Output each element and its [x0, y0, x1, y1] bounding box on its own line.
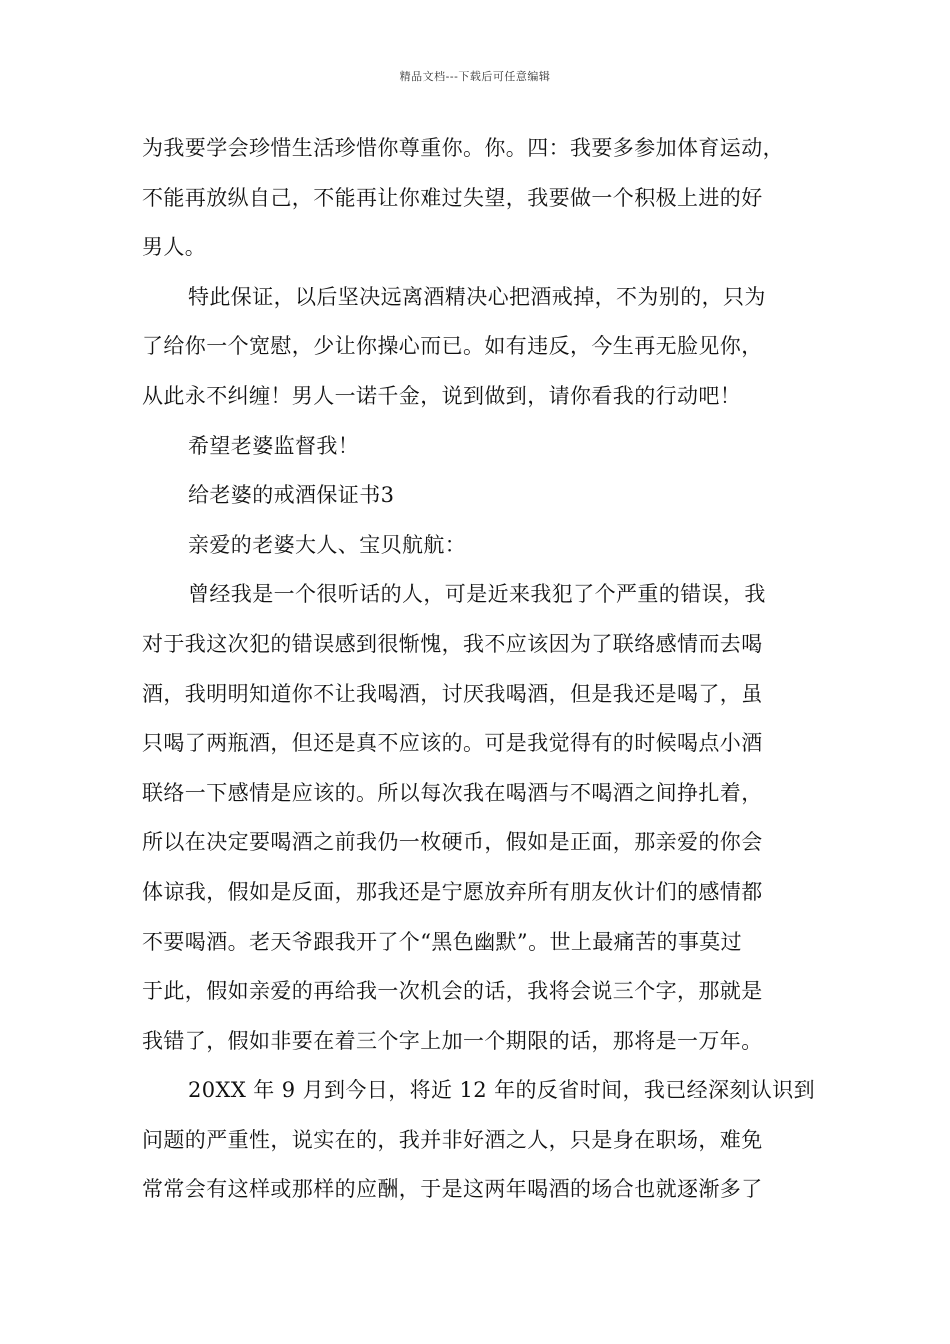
- text-line: 问题的严重性，说实在的，我并非好酒之人，只是身在职场，难免: [142, 1127, 763, 1152]
- page-header: 精品文档---下载后可任意编辑: [399, 70, 551, 83]
- text-line: 对于我这次犯的错误感到很惭愧，我不应该因为了联络感情而去喝: [142, 631, 763, 656]
- text-line: 曾经我是一个很听话的人，可是近来我犯了个严重的错误，我: [188, 582, 766, 607]
- text-line: 我错了，假如非要在着三个字上加一个期限的话，那将是一万年。: [142, 1028, 763, 1053]
- text-line: 于此，假如亲爱的再给我一次机会的话，我将会说三个字，那就是: [142, 979, 763, 1004]
- text-line: 只喝了两瓶酒，但还是真不应该的。可是我觉得有的时候喝点小酒: [142, 731, 763, 756]
- text-line: 酒，我明明知道你不让我喝酒，讨厌我喝酒，但是我还是喝了，虽: [142, 681, 763, 706]
- text-line: 联络一下感情是应该的。所以每次我在喝酒与不喝酒之间挣扎着，: [142, 780, 763, 805]
- text-line: 常常会有这样或那样的应酬，于是这两年喝酒的场合也就逐渐多了: [142, 1177, 763, 1202]
- text-line: 特此保证，以后坚决远离酒精决心把酒戒掉，不为别的，只为: [188, 284, 766, 309]
- text-line: 所以在决定要喝酒之前我仍一枚硬币，假如是正面，那亲爱的你会: [142, 830, 763, 855]
- text-line: 男人。: [142, 235, 207, 260]
- text-line: 给老婆的戒酒保证书3: [188, 483, 395, 508]
- text-line: 从此永不纠缠！男人一诺千金，说到做到，请你看我的行动吧！: [142, 383, 742, 408]
- text-line: 不要喝酒。老天爷跟我开了个“黑色幽默”。世上最痛苦的事莫过: [142, 929, 743, 954]
- text-line: 为我要学会珍惜生活珍惜你尊重你。你。四：我要多参加体育运动，: [142, 136, 784, 160]
- text-line: 体谅我，假如是反面，那我还是宁愿放弃所有朋友伙计们的感情都: [142, 879, 763, 904]
- text-line: 了给你一个宽慰，少让你操心而已。如有违反，今生再无脸见你，: [142, 334, 763, 359]
- document-body: [142, 124, 816, 1215]
- text-line: 不能再放纵自己，不能再让你难过失望，我要做一个积极上进的好: [142, 185, 763, 210]
- text-line: 希望老婆监督我！: [188, 433, 360, 458]
- text-line: 亲爱的老婆大人、宝贝航航：: [188, 532, 467, 557]
- text-line: 20XX 年 9 月到今日，将近 12 年的反省时间，我已经深刻认识到: [188, 1078, 816, 1103]
